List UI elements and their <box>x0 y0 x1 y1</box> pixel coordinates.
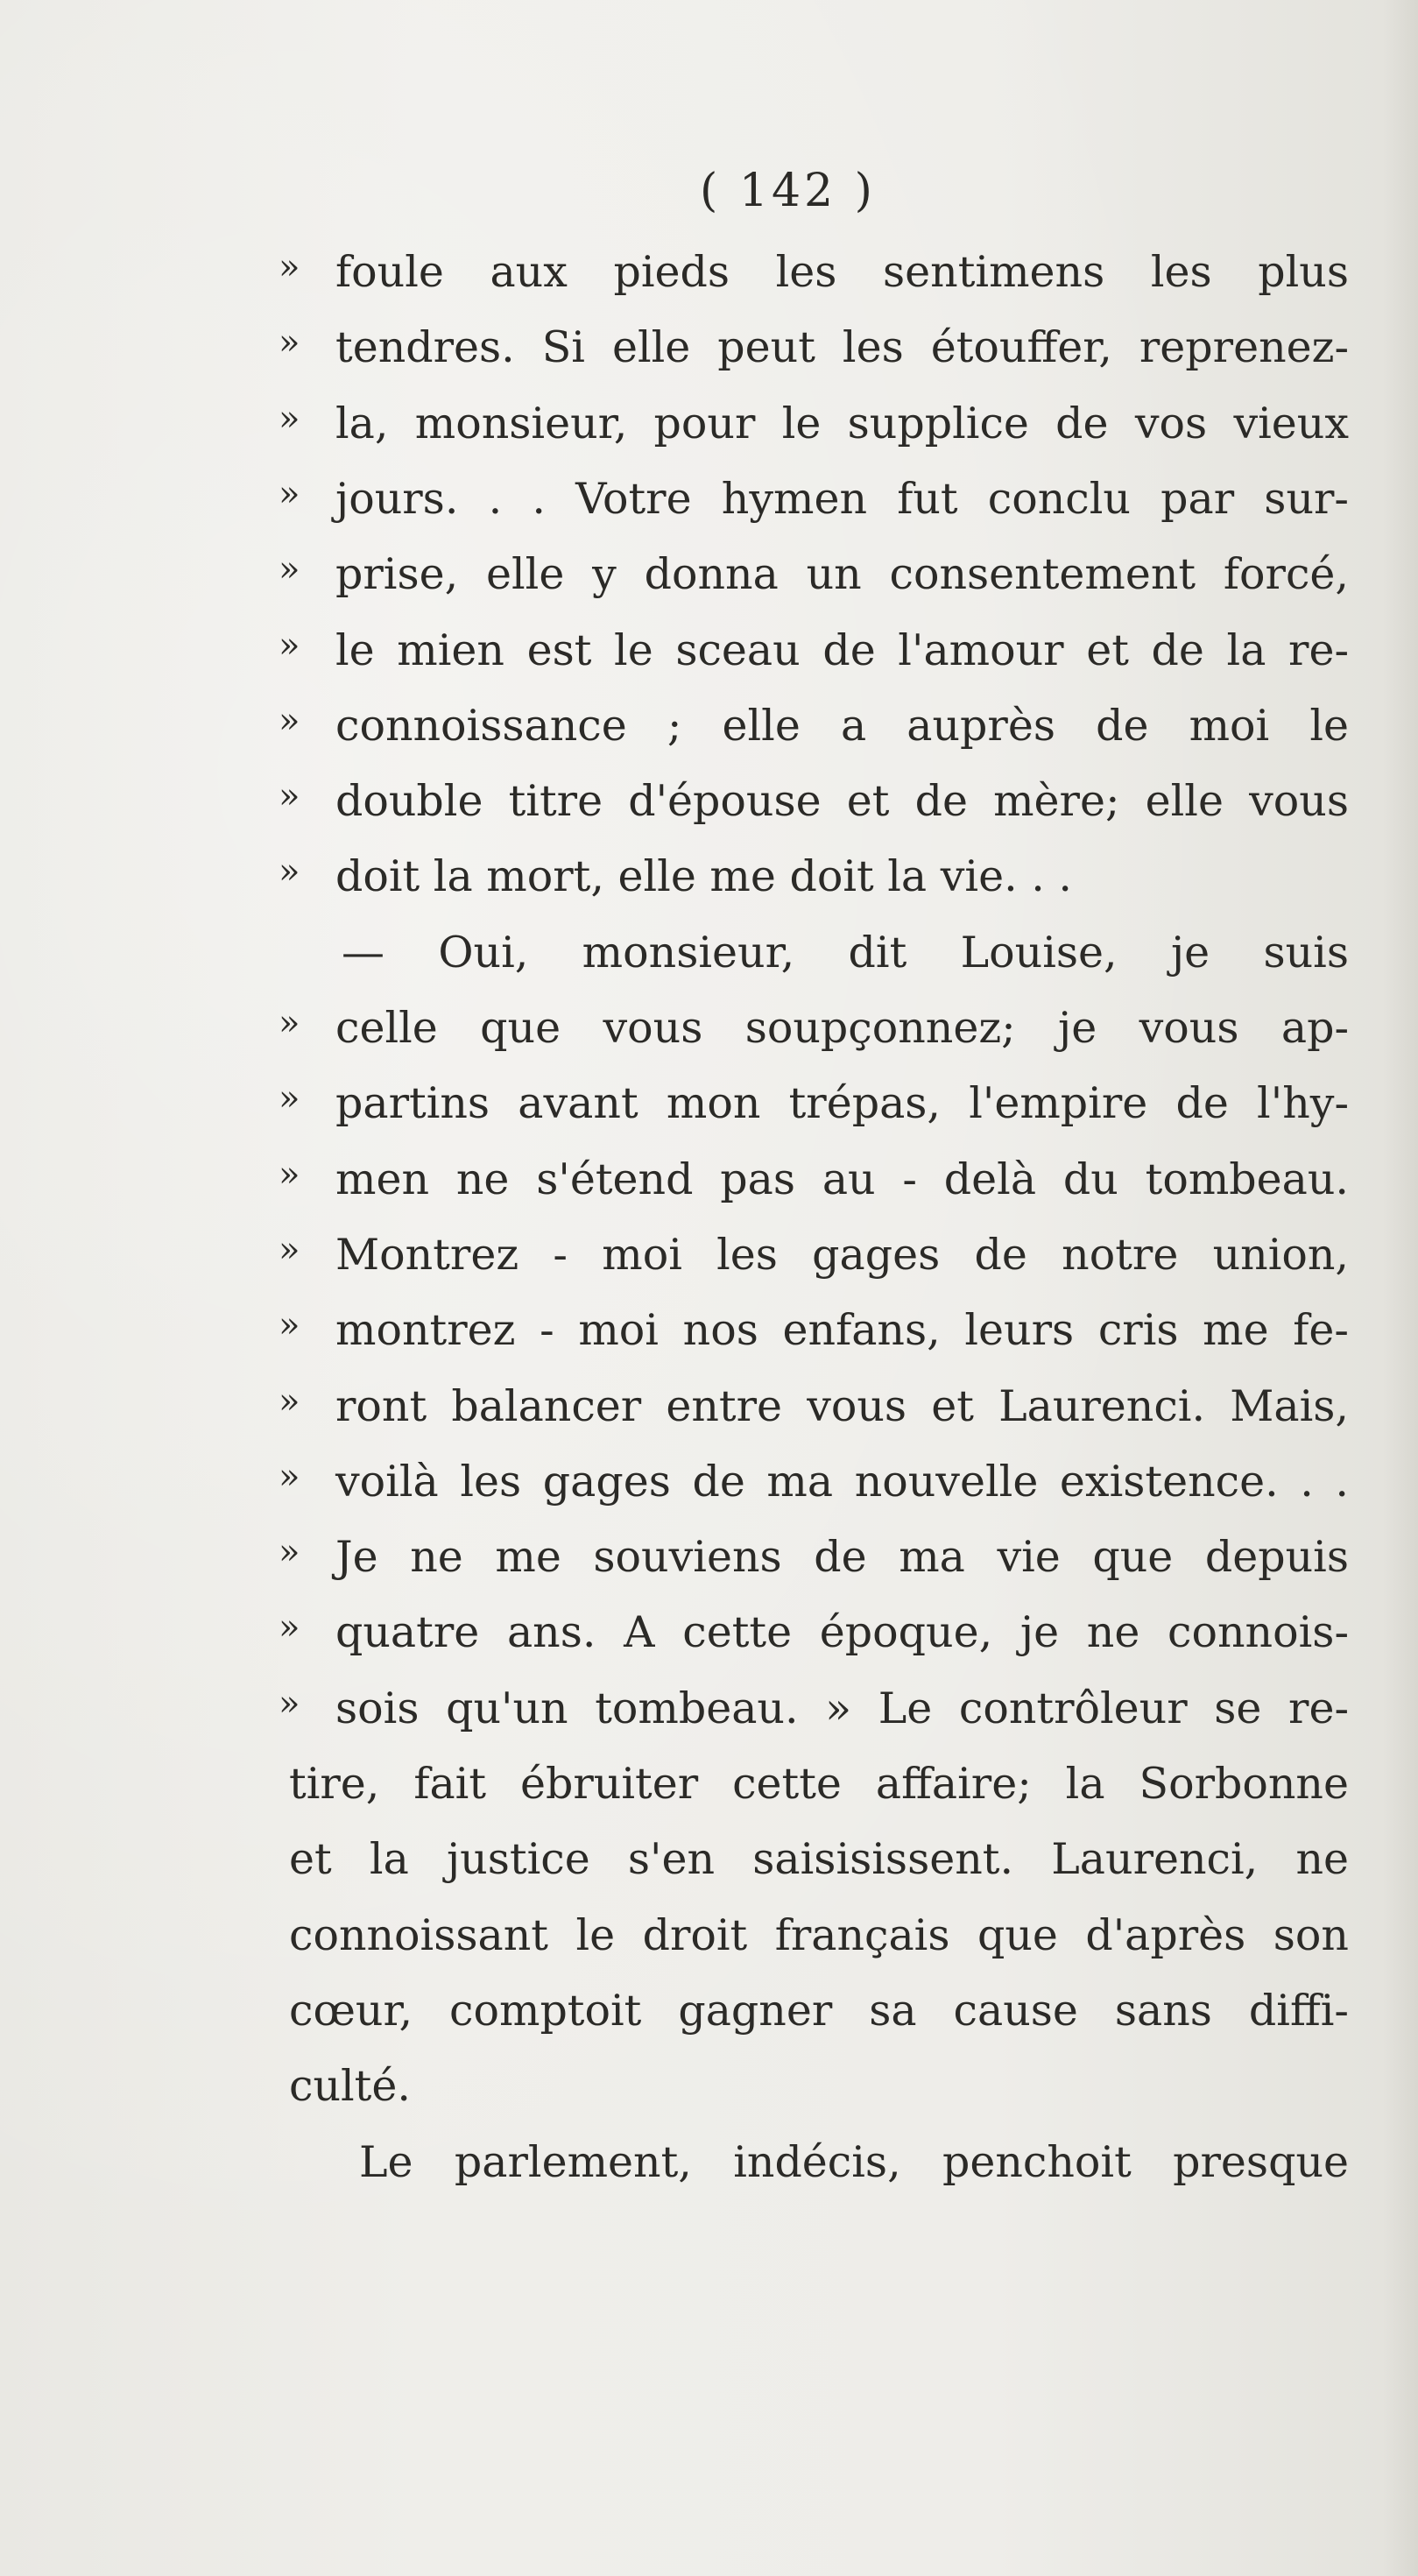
quote-mark: » <box>279 625 300 666</box>
line-text: celle que vous soupçonnez; je vous ap- <box>335 1003 1349 1053</box>
quote-mark: » <box>279 398 300 439</box>
line-text: — Oui, monsieur, dit Louise, je suis <box>342 927 1349 977</box>
line-text: sois qu'un tombeau. » Le contrôleur se re- <box>335 1683 1349 1733</box>
text-line <box>0 625 1418 695</box>
line-text: le mien est le sceau de l'amour et de la re- <box>335 625 1349 675</box>
line-text: Montrez - moi les gages de notre union, <box>335 1229 1349 1280</box>
line-text: connoissance ; elle a auprès de moi le <box>335 700 1349 751</box>
line-text: voilà les gages de ma nouvelle existence. . . <box>335 1456 1349 1507</box>
line-text: tire, fait ébruiter cette affaire; la Sorbonne <box>289 1759 1349 1809</box>
text-line <box>0 1532 1418 1602</box>
quote-mark: » <box>279 1305 300 1346</box>
page-number: ( 142 ) <box>700 165 876 217</box>
quote-mark: » <box>279 1607 300 1648</box>
quote-mark: » <box>279 1456 300 1497</box>
text-line <box>0 549 1418 619</box>
line-text: double titre d'épouse et de mère; elle vous <box>335 776 1349 827</box>
quote-mark: » <box>279 1003 300 1043</box>
text-line <box>0 1986 1418 2056</box>
quote-mark: » <box>279 851 300 893</box>
line-text: ront balancer entre vous et Laurenci. Mais, <box>335 1380 1349 1431</box>
line-text: montrez - moi nos enfans, leurs cris me fe- <box>335 1305 1349 1356</box>
quote-mark: » <box>279 1683 300 1724</box>
quote-mark: » <box>279 322 300 363</box>
quote-mark: » <box>279 473 300 514</box>
text-line <box>0 701 1418 771</box>
line-text: cœur, comptoit gagner sa cause sans diffi- <box>289 1985 1349 2036</box>
line-text: men ne s'étend pas au - delà du tombeau. <box>335 1154 1349 1204</box>
line-text: tendres. Si elle peut les étouffer, reprenez- <box>335 322 1349 373</box>
text-line <box>0 1607 1418 1677</box>
text-line <box>0 247 1418 317</box>
text-line <box>0 1457 1418 1527</box>
text-line <box>0 2061 1418 2131</box>
text-line <box>0 1154 1418 1224</box>
text-line <box>0 1683 1418 1754</box>
text-line <box>0 2137 1418 2207</box>
line-text: la, monsieur, pour le supplice de vos vieux <box>335 398 1349 448</box>
text-line <box>0 1230 1418 1300</box>
line-text: culté. <box>289 2061 411 2112</box>
line-text: Le parlement, indécis, penchoit presque <box>359 2136 1349 2187</box>
text-line <box>0 1305 1418 1375</box>
line-text: et la justice s'en saisisissent. Laurenci, ne <box>289 1834 1349 1885</box>
text-line <box>0 776 1418 846</box>
quote-mark: » <box>279 1154 300 1195</box>
quote-mark: » <box>279 700 300 741</box>
text-line <box>0 1834 1418 1904</box>
quote-mark: » <box>279 1532 300 1573</box>
text-line <box>0 322 1418 392</box>
text-line <box>0 1003 1418 1073</box>
line-text: partins avant mon trépas, l'empire de l'hy- <box>335 1078 1349 1129</box>
quote-mark: » <box>279 247 300 287</box>
line-text: jours. . . Votre hymen fut conclu par sur- <box>335 473 1349 524</box>
line-text: foule aux pieds les sentimens les plus <box>335 247 1349 297</box>
text-line <box>0 851 1418 921</box>
text-line <box>0 1759 1418 1829</box>
quote-mark: » <box>279 1078 300 1119</box>
text-line <box>0 928 1418 998</box>
line-text: connoissant le droit français que d'après son <box>289 1909 1349 1960</box>
text-line <box>0 1381 1418 1451</box>
quote-mark: » <box>279 1380 300 1422</box>
text-line <box>0 474 1418 544</box>
line-text: quatre ans. A cette époque, je ne connois- <box>335 1607 1349 1658</box>
quote-mark: » <box>279 776 300 817</box>
text-line <box>0 399 1418 469</box>
quote-mark: » <box>279 549 300 590</box>
line-text: Je ne me souviens de ma vie que depuis <box>335 1532 1349 1583</box>
text-line <box>0 1078 1418 1148</box>
line-text: doit la mort, elle me doit la vie. . . <box>335 851 1072 902</box>
line-text: prise, elle y donna un consentement forcé, <box>335 549 1349 600</box>
text-line <box>0 1910 1418 1980</box>
quote-mark: » <box>279 1229 300 1270</box>
